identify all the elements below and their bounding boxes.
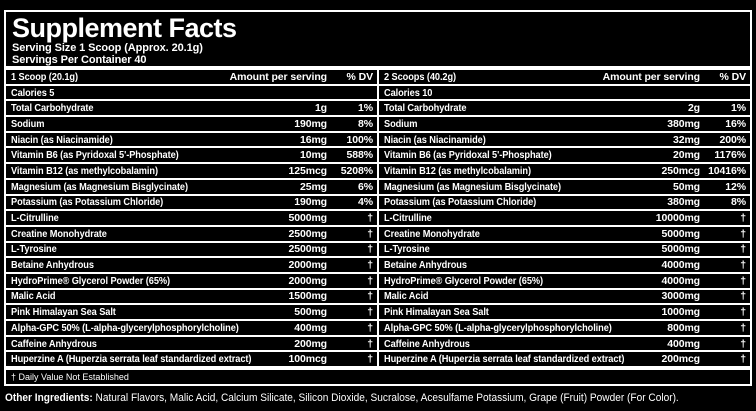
other-ingredients-text: Natural Flavors, Malic Acid, Calcium Silicate, Silicon Dioxide, Sucralose, Acesulfame Potassium, Grape (Fruit) Powder (For Color).	[92, 392, 679, 404]
ingredient-row	[6, 146, 377, 162]
ingredient-row	[6, 194, 377, 210]
ingredient-name: Caffeine Anhydrous	[11, 337, 97, 350]
ingredient-amount: 16mg	[299, 133, 327, 146]
ingredient-row	[6, 272, 377, 288]
ingredient-name: Betaine Anhydrous	[384, 259, 467, 272]
ingredient-daily-value: †	[740, 243, 746, 256]
ingredient-amount: 500mg	[294, 306, 327, 319]
ingredient-daily-value: 12%	[725, 180, 746, 193]
servings-per-container: Servings Per Container 40	[12, 54, 147, 66]
ingredient-name: L-Tyrosine	[384, 243, 430, 256]
ingredient-row	[379, 194, 750, 210]
ingredient-daily-value: †	[367, 290, 373, 303]
ingredient-amount: 1g	[314, 102, 327, 115]
ingredient-daily-value: 5208%	[340, 164, 373, 177]
ingredient-amount: 250mcg	[661, 164, 700, 177]
ingredient-amount: 200mg	[294, 337, 327, 350]
ingredient-amount: 400mg	[294, 321, 327, 334]
ingredient-daily-value: †	[740, 290, 746, 303]
ingredient-amount: 25mg	[299, 180, 327, 193]
scoop-size-label: 1 Scoop (20.1g)	[11, 70, 78, 83]
ingredient-row	[379, 288, 750, 304]
ingredient-row	[6, 178, 377, 194]
ingredient-name: Alpha-GPC 50% (L-alpha-glycerylphosphorylcholine)	[11, 321, 239, 334]
column-2-scoops	[379, 70, 750, 366]
ingredient-name: Magnesium (as Magnesium Bisglycinate)	[384, 180, 561, 193]
ingredient-amount: 1500mg	[288, 290, 327, 303]
ingredient-name: Niacin (as Niacinamide)	[11, 133, 113, 146]
ingredient-row	[6, 335, 377, 351]
ingredient-amount: 4000mg	[661, 259, 700, 272]
ingredient-daily-value: 100%	[346, 133, 373, 146]
ingredient-name: Sodium	[11, 117, 45, 130]
ingredient-name: Vitamin B6 (as Pyridoxal 5'-Phosphate)	[11, 149, 179, 162]
title-block	[6, 12, 750, 66]
ingredient-row	[379, 225, 750, 241]
ingredient-daily-value: †	[367, 321, 373, 334]
ingredient-name: Pink Himalayan Sea Salt	[384, 306, 489, 319]
ingredient-name: HydroPrime® Glycerol Powder (65%)	[11, 274, 170, 287]
ingredient-amount: 20mg	[672, 149, 700, 162]
ingredient-amount: 190mg	[294, 196, 327, 209]
ingredient-amount: 800mg	[667, 321, 700, 334]
ingredient-daily-value: 1%	[731, 102, 746, 115]
ingredient-daily-value: †	[367, 227, 373, 240]
ingredient-amount: 2g	[687, 102, 700, 115]
ingredient-row	[379, 178, 750, 194]
ingredient-amount: 3000mg	[661, 290, 700, 303]
ingredient-amount: 2500mg	[288, 243, 327, 256]
ingredient-daily-value: †	[367, 212, 373, 225]
calories-row	[6, 84, 377, 100]
ingredient-name: Total Carbohydrate	[11, 102, 94, 115]
ingredient-daily-value: †	[740, 274, 746, 287]
ingredient-daily-value: †	[367, 243, 373, 256]
ingredient-row	[6, 162, 377, 178]
ingredient-row	[6, 225, 377, 241]
ingredient-daily-value: †	[367, 306, 373, 319]
percent-dv-label: % DV	[719, 70, 746, 83]
ingredient-name: Vitamin B12 (as methylcobalamin)	[11, 164, 158, 177]
ingredient-daily-value: 200%	[719, 133, 746, 146]
ingredient-amount: 2000mg	[288, 274, 327, 287]
ingredient-daily-value: †	[367, 274, 373, 287]
column-header	[379, 70, 750, 84]
ingredient-name: Malic Acid	[11, 290, 56, 303]
ingredient-daily-value: 6%	[358, 180, 373, 193]
percent-dv-label: % DV	[346, 70, 373, 83]
ingredient-amount: 5000mg	[661, 243, 700, 256]
ingredient-name: Alpha-GPC 50% (L-alpha-glycerylphosphorylcholine)	[384, 321, 612, 334]
ingredient-name: Huperzine A (Huperzia serrata leaf standardized extract)	[384, 353, 625, 366]
ingredient-amount: 5000mg	[288, 212, 327, 225]
ingredient-amount: 10mg	[299, 149, 327, 162]
ingredient-name: HydroPrime® Glycerol Powder (65%)	[384, 274, 543, 287]
ingredient-daily-value: 1176%	[714, 149, 746, 162]
ingredient-name: Betaine Anhydrous	[11, 259, 94, 272]
ingredient-name: Pink Himalayan Sea Salt	[11, 306, 116, 319]
ingredient-row	[6, 319, 377, 335]
ingredient-name: Total Carbohydrate	[384, 102, 467, 115]
ingredient-amount: 200mcg	[661, 353, 700, 366]
ingredient-amount: 5000mg	[661, 227, 700, 240]
other-ingredients	[5, 392, 693, 405]
ingredient-daily-value: 588%	[346, 149, 373, 162]
ingredient-amount: 380mg	[667, 117, 700, 130]
calories-value: Calories 5	[11, 86, 55, 99]
ingredient-amount: 400mg	[667, 337, 700, 350]
amount-per-serving-label: Amount per serving	[602, 70, 700, 83]
ingredient-row	[379, 146, 750, 162]
other-ingredients-label: Other Ingredients:	[5, 392, 93, 404]
ingredient-name: Magnesium (as Magnesium Bisglycinate)	[11, 180, 188, 193]
ingredient-row	[379, 209, 750, 225]
ingredient-daily-value: †	[740, 337, 746, 350]
ingredient-amount: 190mg	[294, 117, 327, 130]
ingredient-row	[6, 256, 377, 272]
ingredient-name: Potassium (as Potassium Chloride)	[11, 196, 164, 209]
ingredient-daily-value: †	[740, 259, 746, 272]
ingredient-daily-value: 1%	[358, 102, 373, 115]
ingredient-name: Caffeine Anhydrous	[384, 337, 470, 350]
daily-value-footnote: † Daily Value Not Established	[11, 372, 129, 382]
ingredient-row	[6, 209, 377, 225]
ingredient-row	[379, 303, 750, 319]
ingredient-row	[6, 131, 377, 147]
ingredient-row	[379, 319, 750, 335]
ingredient-daily-value: 8%	[358, 117, 373, 130]
ingredient-daily-value: †	[740, 306, 746, 319]
ingredient-name: Creatine Monohydrate	[384, 227, 480, 240]
ingredient-daily-value: 8%	[731, 196, 746, 209]
ingredient-row	[379, 162, 750, 178]
ingredient-amount: 50mg	[672, 180, 700, 193]
ingredient-daily-value: 10416%	[708, 164, 746, 177]
ingredient-row	[6, 350, 377, 366]
column-header	[6, 70, 377, 84]
ingredient-row	[379, 350, 750, 366]
ingredient-row	[379, 335, 750, 351]
ingredient-row	[6, 99, 377, 115]
ingredient-daily-value: †	[367, 353, 373, 366]
ingredient-name: Potassium (as Potassium Chloride)	[384, 196, 537, 209]
ingredient-row	[379, 115, 750, 131]
ingredient-amount: 380mg	[667, 196, 700, 209]
calories-row	[379, 84, 750, 100]
ingredient-row	[379, 256, 750, 272]
ingredient-daily-value: †	[740, 321, 746, 334]
ingredient-row	[379, 131, 750, 147]
ingredient-daily-value: 16%	[725, 117, 746, 130]
ingredient-name: L-Citrulline	[11, 212, 59, 225]
ingredient-name: L-Tyrosine	[11, 243, 57, 256]
ingredient-amount: 32mg	[672, 133, 700, 146]
ingredient-amount: 2500mg	[288, 227, 327, 240]
calories-value: Calories 10	[384, 86, 433, 99]
ingredient-name: Vitamin B6 (as Pyridoxal 5'-Phosphate)	[384, 149, 552, 162]
ingredient-amount: 10000mg	[655, 212, 700, 225]
ingredient-row	[6, 241, 377, 257]
ingredient-daily-value: †	[367, 259, 373, 272]
ingredient-row	[6, 115, 377, 131]
amount-per-serving-label: Amount per serving	[229, 70, 327, 83]
ingredient-daily-value: †	[740, 212, 746, 225]
ingredient-row	[379, 99, 750, 115]
ingredient-row	[379, 241, 750, 257]
ingredient-daily-value: †	[740, 353, 746, 366]
ingredient-name: L-Citrulline	[384, 212, 432, 225]
columns-container	[6, 70, 750, 366]
ingredient-amount: 2000mg	[288, 259, 327, 272]
serving-size: Serving Size 1 Scoop (Approx. 20.1g)	[12, 42, 203, 54]
ingredient-name: Niacin (as Niacinamide)	[384, 133, 486, 146]
ingredient-amount: 100mcg	[288, 353, 327, 366]
ingredient-row	[6, 288, 377, 304]
ingredient-daily-value: 4%	[358, 196, 373, 209]
ingredient-name: Creatine Monohydrate	[11, 227, 107, 240]
ingredient-row	[6, 303, 377, 319]
ingredient-daily-value: †	[740, 227, 746, 240]
ingredient-row	[379, 272, 750, 288]
ingredient-name: Sodium	[384, 117, 418, 130]
scoop-size-label: 2 Scoops (40.2g)	[384, 70, 457, 83]
ingredient-amount: 125mcg	[288, 164, 327, 177]
ingredient-name: Vitamin B12 (as methylcobalamin)	[384, 164, 531, 177]
column-1-scoop	[6, 70, 377, 366]
panel-title: Supplement Facts	[12, 13, 237, 43]
ingredient-name: Huperzine A (Huperzia serrata leaf standardized extract)	[11, 353, 252, 366]
ingredient-daily-value: †	[367, 337, 373, 350]
ingredient-amount: 1000mg	[661, 306, 700, 319]
supplement-facts-panel	[4, 10, 752, 386]
ingredient-name: Malic Acid	[384, 290, 429, 303]
ingredient-amount: 4000mg	[661, 274, 700, 287]
